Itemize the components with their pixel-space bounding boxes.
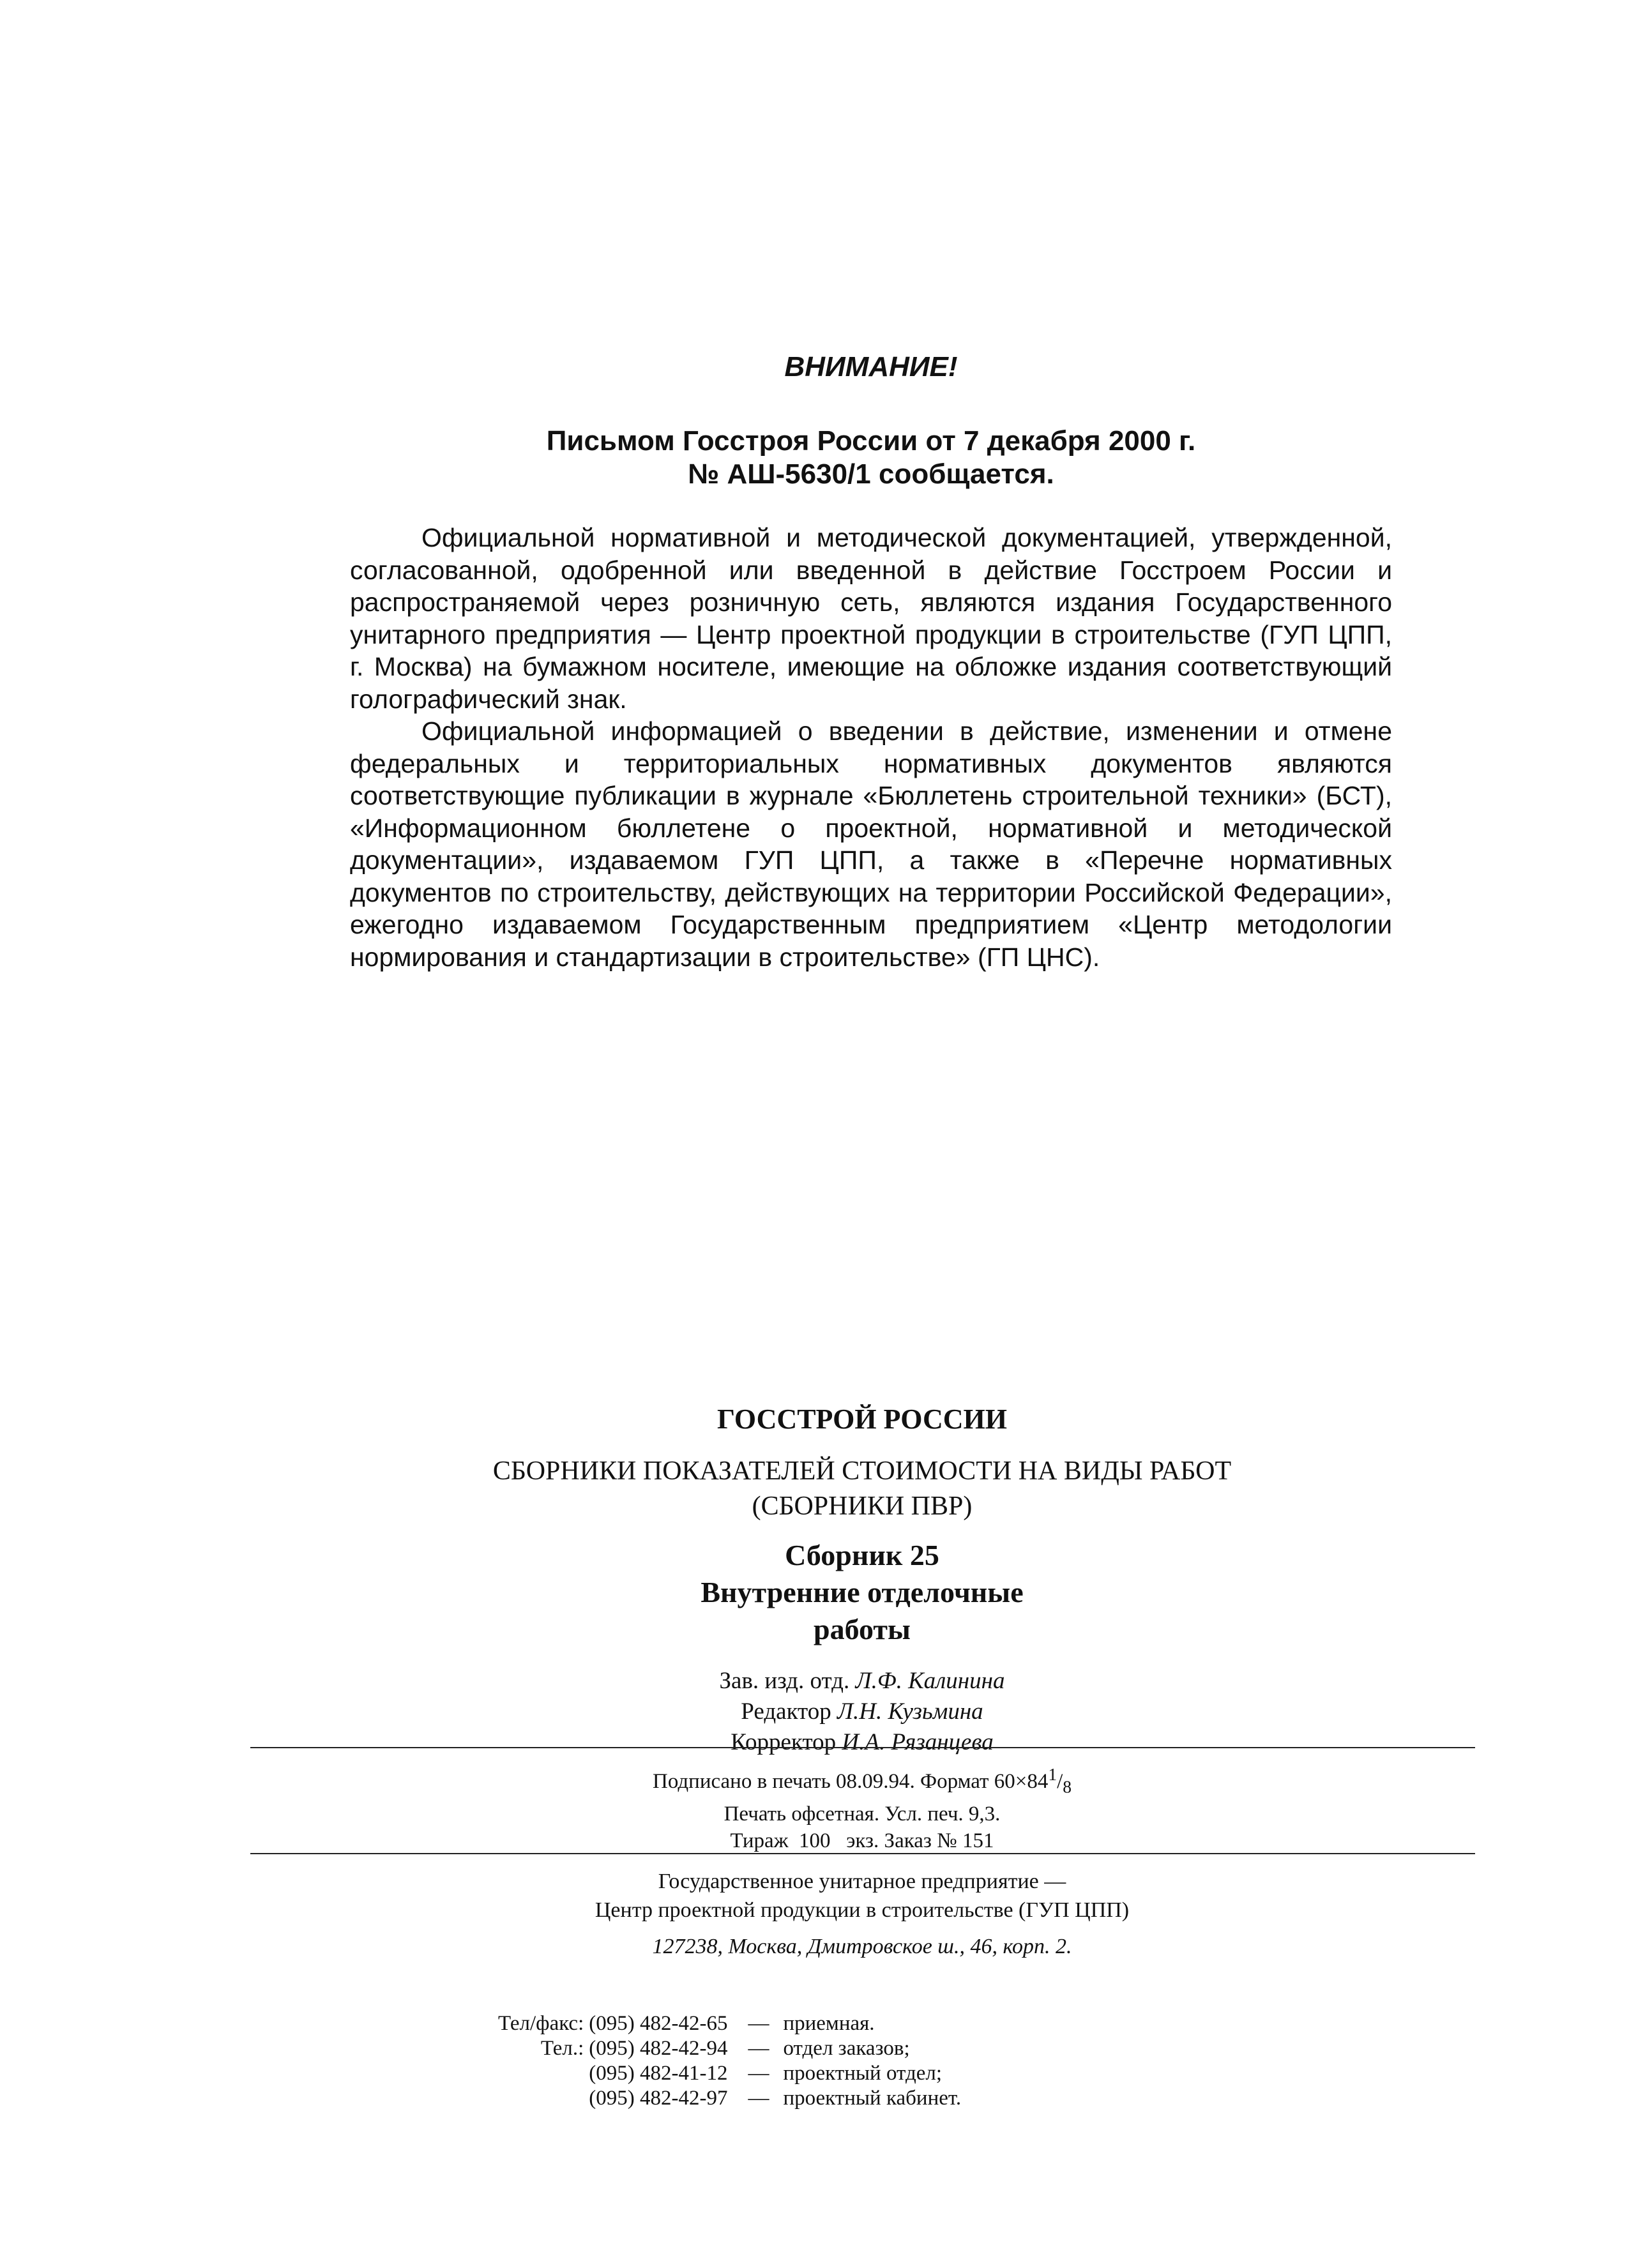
- phone-number: (095) 482-41-12: [589, 2062, 728, 2085]
- print-signed-line: Подписано в печать 08.09.94. Формат $60\times 84^1/_8$: [652, 1764, 1072, 1797]
- paper-format: Формат 60×84: [920, 1770, 1049, 1793]
- publisher-info: [249, 1867, 1475, 1961]
- notice-paragraph-1: Официальной нормативной и методической документацией, утвержденной, согласованной, одобренной или введенной в действие Госстроем России и распространяемой через розничную сеть, являются издания Государственного унитарного предприятия — Центр проектной продукции в строительстве (ГУП ЦПП, г. Москва) на бумажном носителе, имеющие на обложке издания соответствующий голографический знак.: [350, 523, 1392, 714]
- credit-role: Корректор: [731, 1729, 837, 1755]
- collection-number: Сборник 25: [785, 1539, 939, 1571]
- collection-title-line1: Внутренние отделочные: [701, 1576, 1024, 1608]
- phone-label: Тел/факс:: [498, 2012, 584, 2035]
- credit-line: [249, 1727, 1475, 1758]
- print-run-line: [249, 1827, 1475, 1854]
- phone-label: [498, 2086, 589, 2111]
- run-unit: экз. Заказ №: [846, 1829, 957, 1852]
- series-title-line2: (СБОРНИКИ ПВР): [752, 1492, 973, 1521]
- credit-name: Л.Н. Кузьмина: [837, 1698, 983, 1725]
- phone-dash: —: [748, 2087, 769, 2110]
- notice-subtitle: [350, 425, 1392, 491]
- credit-role: Зав. изд. отд.: [719, 1668, 850, 1694]
- publisher-line1: Государственное унитарное предприятие —: [658, 1870, 1066, 1893]
- imprint-block: [249, 1402, 1475, 1758]
- divider-top: [250, 1747, 1475, 1748]
- phone-dash: —: [748, 2062, 769, 2085]
- credit-name: И.А. Рязанцева: [842, 1729, 994, 1755]
- phone-desc: приемная.: [783, 2012, 875, 2035]
- phone-row: [498, 2086, 967, 2111]
- print-details: [249, 1761, 1475, 1854]
- order-number: 151: [962, 1829, 994, 1852]
- credits-list: [249, 1666, 1475, 1758]
- phone-desc: проектный отдел;: [783, 2062, 943, 2085]
- notice-subtitle-line2: № АШ-5630/1 сообщается.: [688, 458, 1054, 490]
- signed-date: Подписано в печать 08.09.94.: [652, 1770, 915, 1793]
- collection-title-line2: работы: [814, 1613, 911, 1645]
- phone-row: [498, 2011, 967, 2036]
- divider-bottom: [250, 1853, 1475, 1854]
- run-label: Тираж: [730, 1829, 789, 1852]
- phone-desc: отдел заказов;: [783, 2037, 910, 2060]
- publisher-line2: Центр проектной продукции в строительстве (ГУП ЦПП): [595, 1898, 1130, 1922]
- credit-name: Л.Ф. Калинина: [855, 1668, 1005, 1694]
- phone-number: (095) 482-42-65: [589, 2012, 728, 2035]
- phone-number: (095) 482-42-97: [589, 2087, 728, 2110]
- run-value: 100: [799, 1829, 831, 1852]
- phone-list: [498, 2011, 967, 2111]
- notice-paragraph-2: Официальной информацией о введении в действие, изменении и отмене федеральных и территориальных нормативных документов являются соответствующие публикации в журнале «Бюллетень строительной техники» (БСТ), «Информационном бюллетене о проектной, нормативной и методической документации», издаваемом ГУП ЦПП, а также в «Перечне нормативных документов по строительству, действующих на территории Российской Федерации», ежегодно издаваемом Государственным предприятием «Центр методологии нормирования и стандартизации в строительстве» (ГП ЦНС).: [350, 716, 1392, 972]
- credit-line: [249, 1666, 1475, 1697]
- credit-line: [249, 1697, 1475, 1727]
- publisher-address: 127238, Москва, Дмитровское ш., 46, корп. 2.: [652, 1935, 1072, 1958]
- series-title-line1: СБОРНИКИ ПОКАЗАТЕЛЕЙ СТОИМОСТИ НА ВИДЫ РАБОТ: [492, 1456, 1232, 1486]
- phone-desc: проектный кабинет.: [783, 2087, 962, 2110]
- phone-number: (095) 482-42-94: [589, 2037, 728, 2060]
- phone-label: Тел.:: [540, 2037, 584, 2060]
- phone-dash: —: [748, 2037, 769, 2060]
- notice-subtitle-line1: Письмом Госстроя России от 7 декабря 2000 г.: [546, 425, 1196, 457]
- format-subscript: 8: [1063, 1776, 1072, 1797]
- collection-heading: [249, 1537, 1475, 1648]
- phone-row: [498, 2061, 967, 2086]
- attention-notice: [350, 348, 1392, 973]
- organization-name: ГОССТРОЙ РОССИИ: [716, 1403, 1007, 1435]
- phone-dash: —: [748, 2012, 769, 2035]
- print-type-line: Печать офсетная. Усл. печ. 9,3.: [724, 1802, 1001, 1826]
- phone-row: [498, 2036, 967, 2061]
- notice-title: ВНИМАНИЕ!: [784, 351, 958, 382]
- format-superscript: 1: [1048, 1764, 1057, 1784]
- phone-label: [498, 2061, 589, 2086]
- credit-role: Редактор: [741, 1698, 831, 1725]
